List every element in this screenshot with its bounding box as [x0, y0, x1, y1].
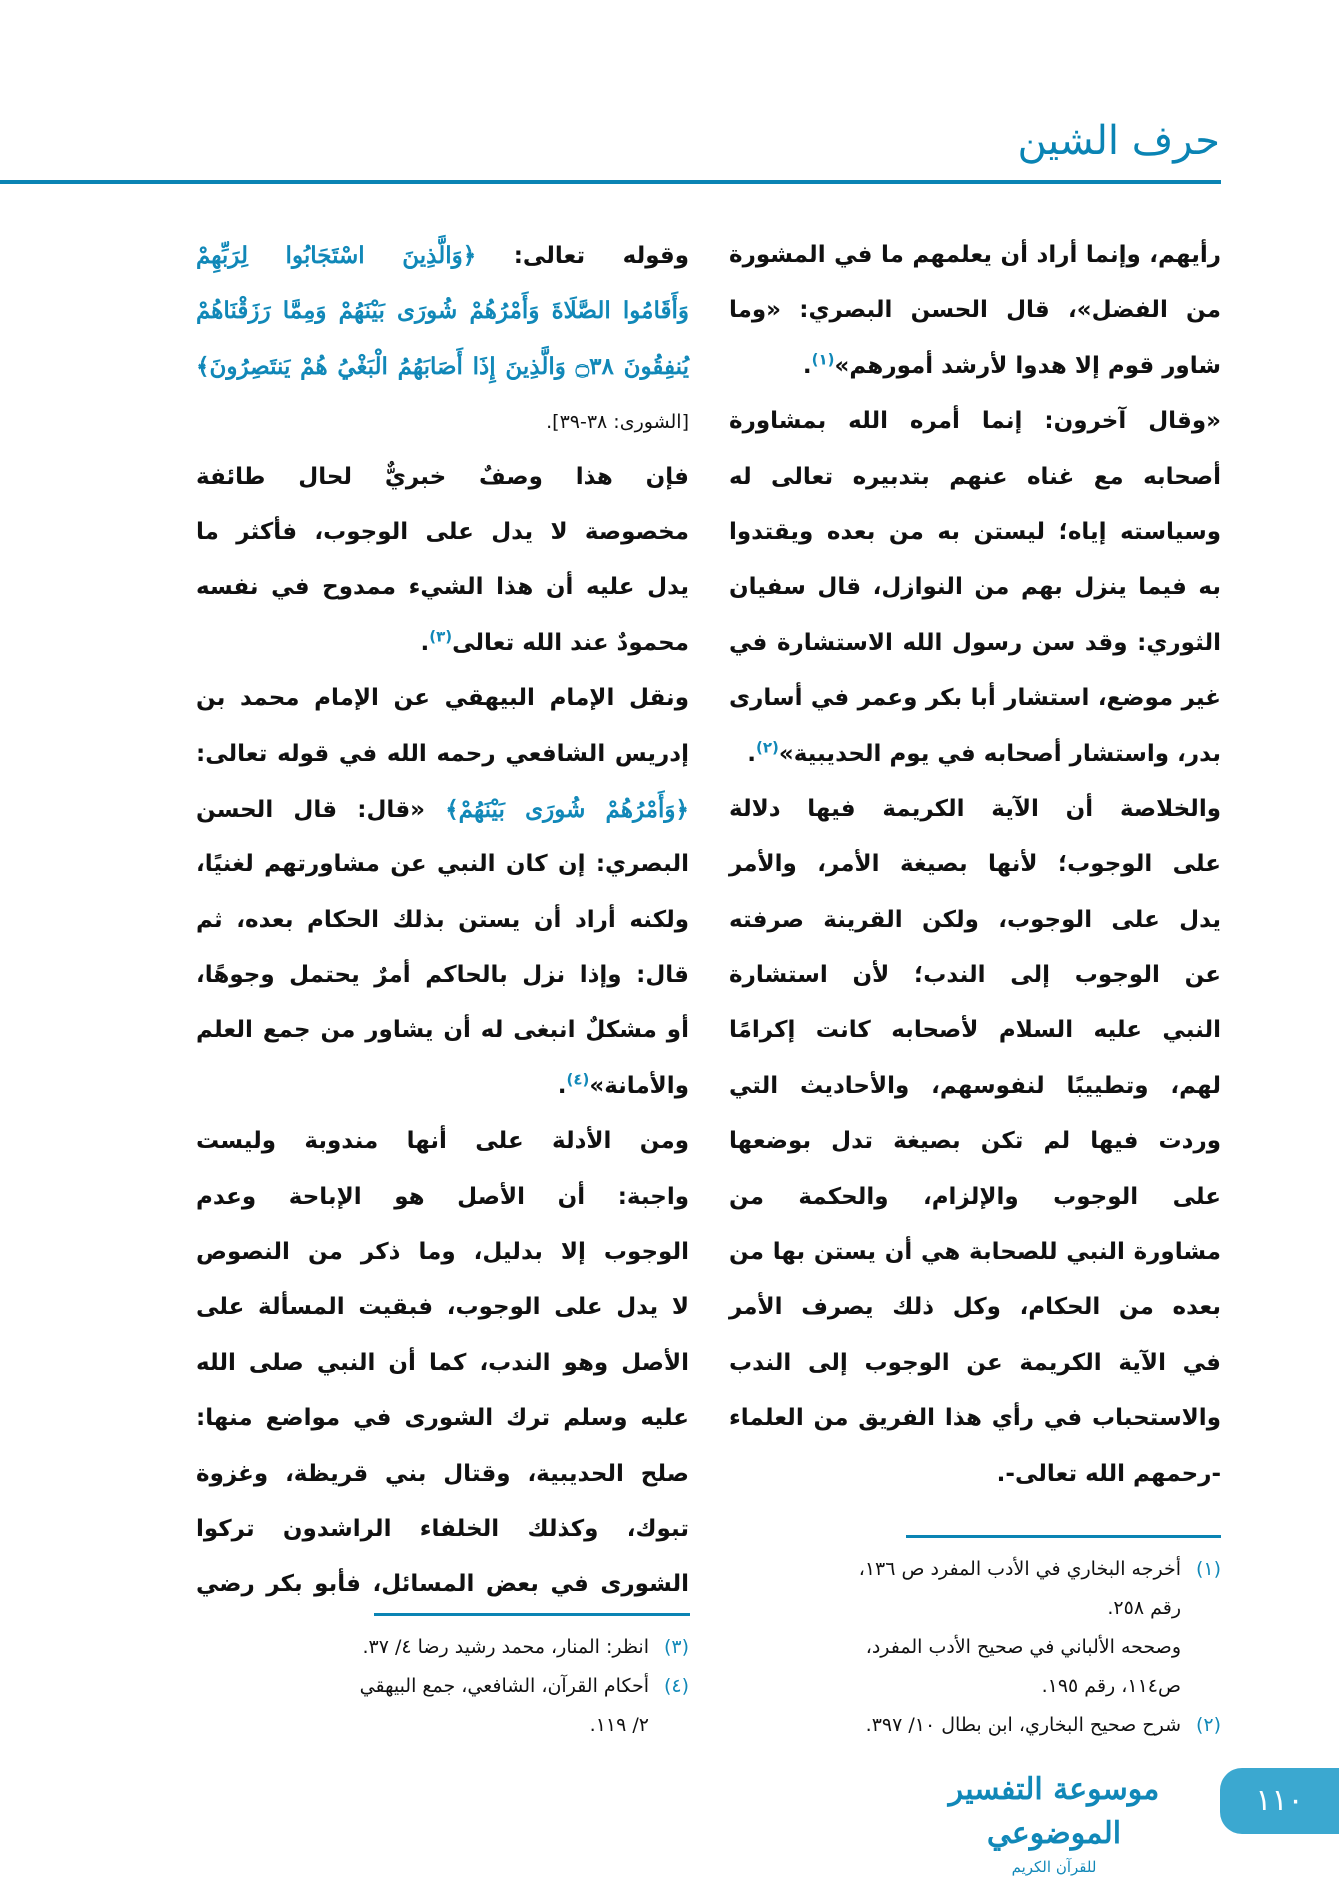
quran-verse: ﴿وَالَّذِينَ اسْتَجَابُوا لِرَبِّهِمْ	[196, 242, 477, 269]
footnote-text: رقم ٢٥٨.	[1107, 1597, 1181, 1619]
text-segment: تبوك، وكذلك الخلفاء الراشدون تركوا	[196, 1515, 689, 1542]
text-segment: الثوري: وقد سن رسول الله الاستشارة في	[729, 629, 1221, 656]
text-line	[196, 283, 689, 338]
text-segment: وقوله تعالى:	[476, 243, 689, 269]
footnote-text: ص١١٤، رقم ١٩٥.	[1041, 1675, 1181, 1697]
text-segment: في الآية الكريمة عن الوجوب إلى الندب	[729, 1349, 1221, 1376]
footnote	[729, 1550, 1221, 1706]
footnote-separator	[906, 1535, 1221, 1538]
footnote	[196, 1628, 689, 1667]
text-line	[196, 671, 689, 726]
text-line	[196, 450, 689, 505]
text-segment: مشاورة النبي للصحابة هي أن يستن بها من	[729, 1239, 1221, 1266]
chapter-title: حرف الشين	[1017, 118, 1220, 164]
text-line	[729, 1280, 1221, 1335]
text-segment: والخلاصة أن الآية الكريمة فيها دلالة	[729, 795, 1221, 822]
text-segment: الوجوب إلا بدليل، وما ذكر من النصوص	[196, 1239, 689, 1266]
text-segment: البصري: إن كان النبي عن مشاورتهم لغنيًا،	[196, 851, 689, 878]
text-line	[196, 1280, 689, 1335]
text-line	[196, 1003, 689, 1058]
text-segment: والاستحباب في رأي هذا الفريق من العلماء	[729, 1405, 1221, 1432]
text-line	[196, 1447, 689, 1502]
text-segment: الأصل وهو الندب، كما أن النبي صلى الله	[196, 1349, 689, 1376]
footnote-number: (٤)	[663, 1675, 689, 1697]
encyclopedia-logo	[934, 1768, 1174, 1876]
text-segment: غير موضع، استشار أبا بكر وعمر في أسارى	[729, 685, 1221, 712]
text-segment: وسياسته إياه؛ ليستن به من بعده ويقتدوا	[729, 518, 1221, 545]
text-line	[729, 782, 1221, 837]
text-segment: .	[747, 740, 756, 767]
text-segment: الشورى في بعض المسائل، فأبو بكر رضي	[196, 1571, 689, 1598]
footnote-marker[interactable]: (٤)	[566, 1070, 590, 1089]
text-segment: .	[802, 352, 812, 379]
text-segment: واجبة: أن الأصل هو الإباحة وعدم	[196, 1183, 689, 1210]
quran-verse: وَأَقَامُوا الصَّلَاةَ وَأَمْرُهُمْ شُورَى بَيْنَهُمْ وَمِمَّا رَزَقْنَاهُمْ	[196, 297, 689, 325]
verse-citation: [الشورى: ٣٨-٣٩].	[546, 411, 689, 434]
logo-subtitle: للقرآن الكريم	[1011, 1858, 1097, 1876]
text-line	[196, 727, 689, 782]
footnote-marker[interactable]: (١)	[811, 350, 835, 369]
footnotes-right	[729, 1550, 1221, 1745]
text-segment: به فيما ينزل بهم من النوازل، قال سفيان	[729, 574, 1221, 601]
right-text-column	[729, 228, 1221, 1502]
footnote	[729, 1706, 1221, 1745]
text-segment: .	[420, 629, 430, 656]
text-line	[729, 1225, 1221, 1280]
text-line	[729, 893, 1221, 948]
footnote-marker[interactable]: (٢)	[755, 737, 779, 756]
text-segment: على الوجوب؛ لأنها بصيغة الأمر، والأمر	[729, 851, 1221, 878]
text-segment: وردت فيها لم تكن بصيغة تدل بوضعها	[729, 1128, 1221, 1155]
footnote-text: شرح صحيح البخاري، ابن بطال ١٠/ ٣٩٧.	[865, 1714, 1181, 1736]
text-line	[196, 1114, 689, 1169]
text-line	[196, 616, 689, 671]
text-line	[729, 283, 1221, 338]
footnote-number: (٣)	[663, 1636, 689, 1658]
footnote-text: ٢/ ١١٩.	[589, 1714, 649, 1736]
text-line	[196, 782, 689, 837]
text-line	[729, 1391, 1221, 1446]
text-segment: على الوجوب والإلزام، والحكمة من	[729, 1183, 1221, 1210]
footnote-text: أحكام القرآن، الشافعي، جمع البيهقي	[359, 1675, 649, 1697]
text-segment: عليه وسلم ترك الشورى في مواضع منها:	[196, 1405, 689, 1432]
text-line	[196, 339, 689, 394]
text-line	[196, 228, 689, 283]
quran-verse: ﴿وَأَمْرُهُمْ شُورَى بَيْنَهُمْ﴾	[445, 795, 689, 823]
logo-title: موسوعة التفسير الموضوعي	[948, 1772, 1160, 1851]
text-line	[196, 394, 689, 449]
text-segment: فإن هذا وصفٌ خبريٌّ لحال طائفة	[196, 463, 689, 490]
text-segment: إدريس الشافعي رحمه الله في قوله تعالى:	[196, 740, 689, 767]
text-line	[196, 893, 689, 948]
text-line	[196, 560, 689, 615]
header-divider	[0, 180, 1221, 184]
footnote-number: (١)	[1195, 1558, 1221, 1580]
text-line	[729, 1447, 1221, 1502]
text-line	[729, 394, 1221, 449]
text-line	[196, 1170, 689, 1225]
text-segment: «وقال آخرون: إنما أمره الله بمشاورة	[729, 408, 1221, 435]
text-segment: لا يدل على الوجوب، فبقيت المسألة على	[196, 1294, 689, 1321]
text-line	[729, 1170, 1221, 1225]
text-line	[196, 1336, 689, 1391]
text-line	[729, 339, 1221, 394]
footnote-separator-left	[374, 1613, 690, 1616]
text-segment: عن الوجوب إلى الندب؛ لأن استشارة	[729, 962, 1221, 989]
text-line	[196, 948, 689, 1003]
footnote-number: (٢)	[1195, 1714, 1221, 1736]
left-text-column	[196, 228, 689, 1613]
text-segment: بعده من الحكام، وكل ذلك يصرف الأمر	[729, 1294, 1221, 1321]
text-line	[196, 1225, 689, 1280]
text-segment: شاور قوم إلا هدوا لأرشد أمورهم»	[834, 352, 1221, 379]
text-segment: أو مشكلٌ انبغى له أن يشاور من جمع العلم	[196, 1017, 689, 1044]
text-line	[196, 837, 689, 892]
text-segment: ومن الأدلة على أنها مندوبة وليست	[196, 1128, 689, 1155]
text-line	[729, 837, 1221, 892]
text-segment: لهم، وتطييبًا لنفوسهم، والأحاديث التي	[729, 1072, 1221, 1099]
text-line	[729, 560, 1221, 615]
text-segment: أصحابه مع غناه عنهم بتدبيره تعالى له	[729, 463, 1221, 490]
text-line	[196, 1557, 689, 1612]
text-segment: والأمانة»	[589, 1072, 689, 1099]
text-line	[729, 1059, 1221, 1114]
text-segment: -رحمهم الله تعالى-.	[996, 1460, 1221, 1487]
text-segment: من الفضل»، قال الحسن البصري: «وما	[729, 297, 1221, 324]
text-line	[196, 1391, 689, 1446]
text-line	[729, 671, 1221, 726]
text-segment: يدل على الوجوب، ولكن القرينة صرفته	[729, 906, 1221, 933]
text-segment: «قال: قال الحسن	[196, 796, 446, 823]
text-line	[196, 1502, 689, 1557]
text-line	[196, 1059, 689, 1114]
footnote-text: وصححه الألباني في صحيح الأدب المفرد،	[865, 1636, 1181, 1658]
text-segment: ولكنه أراد أن يستن بذلك الحكام بعده، ثم	[196, 906, 689, 933]
text-line	[729, 948, 1221, 1003]
text-line	[729, 505, 1221, 560]
text-line	[729, 616, 1221, 671]
text-line	[729, 1114, 1221, 1169]
footnotes-left	[196, 1628, 689, 1745]
footnote	[196, 1667, 689, 1745]
text-line	[729, 727, 1221, 782]
text-line	[196, 505, 689, 560]
text-segment: رأيهم، وإنما أراد أن يعلمهم ما في المشورة	[729, 242, 1221, 268]
footnote-text: انظر: المنار، محمد رشيد رضا ٤/ ٣٧.	[362, 1636, 649, 1658]
text-segment: صلح الحديبية، وقتال بني قريظة، وغزوة	[196, 1460, 689, 1487]
text-segment: بدر، واستشار أصحابه في يوم الحديبية»	[778, 740, 1221, 767]
text-segment: مخصوصة لا يدل على الوجوب، فأكثر ما	[196, 518, 689, 545]
text-line	[729, 1003, 1221, 1058]
text-segment: .	[557, 1072, 567, 1099]
footnote-text: أخرجه البخاري في الأدب المفرد ص ١٣٦،	[858, 1558, 1181, 1580]
page-number: ١١٠	[1220, 1768, 1339, 1834]
text-segment: النبي عليه السلام لأصحابه كانت إكرامًا	[729, 1017, 1221, 1044]
text-segment: محمودٌ عند الله تعالى	[452, 629, 689, 656]
text-segment: ونقل الإمام البيهقي عن الإمام محمد بن	[196, 685, 689, 712]
text-line	[729, 228, 1221, 283]
text-segment: قال: وإذا نزل بالحاكم أمرٌ يحتمل وجوهًا،	[196, 962, 689, 989]
text-segment: يدل عليه أن هذا الشيء ممدوح في نفسه	[196, 574, 689, 601]
text-line	[729, 1336, 1221, 1391]
quran-verse: يُنفِقُونَ ۝٣٨ وَالَّذِينَ إِذَا أَصَابَهُمُ الْبَغْيُ هُمْ يَنتَصِرُونَ﴾	[196, 352, 689, 380]
footnote-marker[interactable]: (٣)	[429, 627, 453, 646]
text-line	[729, 450, 1221, 505]
